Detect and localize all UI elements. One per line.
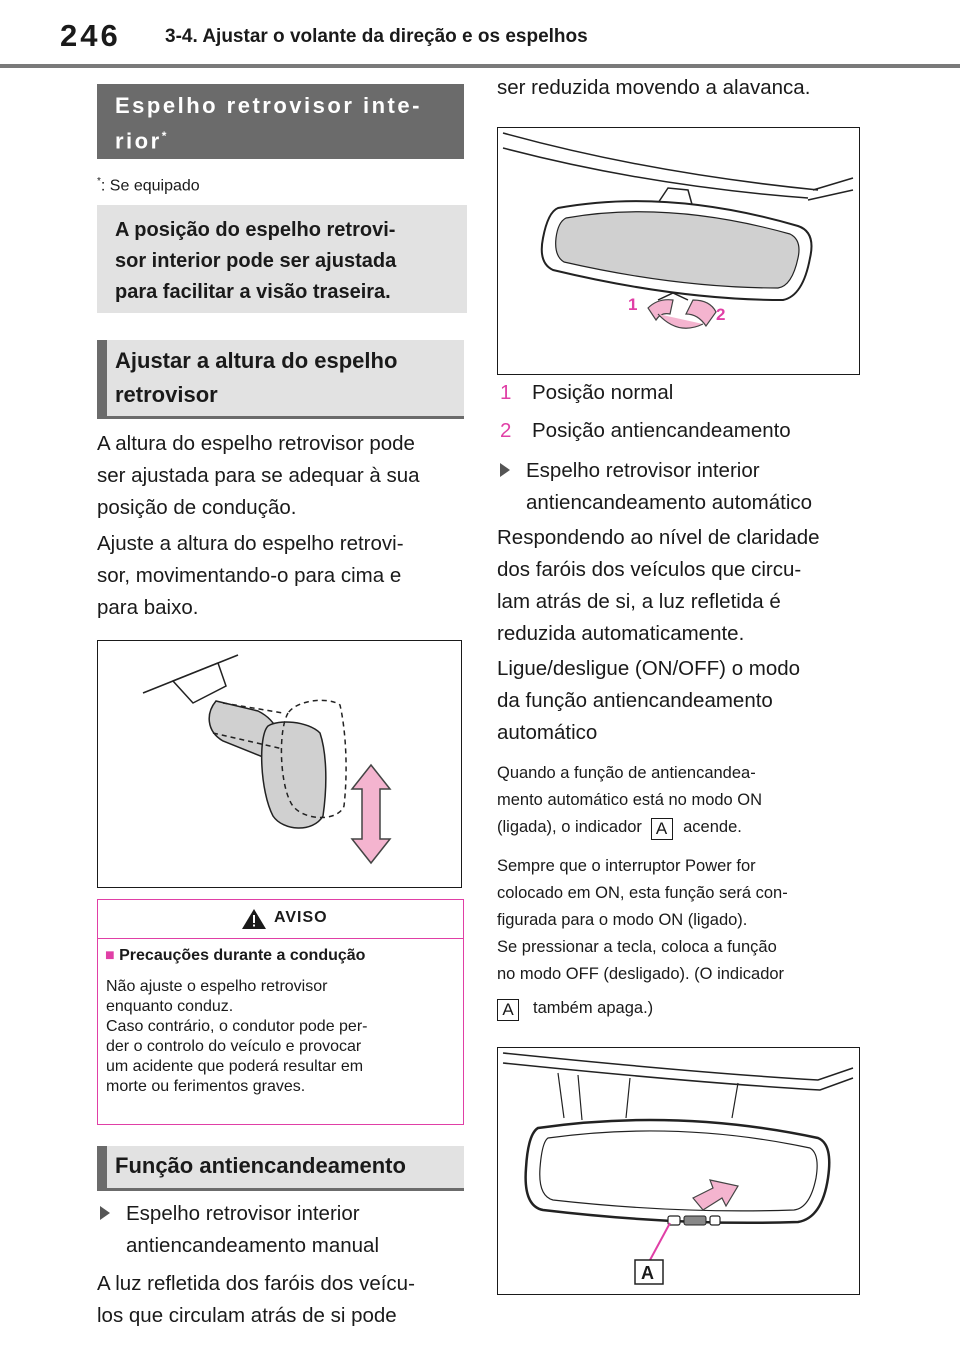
legend-label: Posição normal [532, 381, 674, 404]
indicator-a-badge: A [497, 999, 519, 1021]
text-line: um acidente que poderá resultar em [106, 1058, 364, 1075]
height-paragraph-2 [97, 528, 472, 624]
auto-antiglare-note-1 [497, 760, 877, 841]
figure-label-a: A [641, 1263, 654, 1283]
auto-antiglare-note-3 [497, 998, 653, 1021]
section-title-line1: Espelho retrovisor inte- [115, 93, 422, 118]
warning-box [97, 899, 464, 1125]
up-down-arrow-icon [352, 765, 390, 863]
section-title [115, 90, 422, 156]
footnote-marker: * [97, 176, 101, 187]
heading-line: Ajustar a altura do espelho [115, 348, 398, 373]
text-line: Respondendo ao nível de claridade [497, 526, 820, 549]
text-line: também apaga.) [533, 999, 654, 1017]
text-line: Espelho retrovisor interior [526, 459, 760, 482]
page-number: 246 [60, 18, 121, 53]
manual-antiglare-paragraph-cont: ser reduzida movendo a alavanca. [497, 76, 811, 99]
intro-line: A posição do espelho retrovi- [115, 219, 396, 241]
text-line: ser ajustada para se adequar à sua [97, 464, 420, 487]
text-line: antiencandeamento manual [126, 1234, 380, 1257]
warning-subtitle [105, 947, 365, 965]
text-line: enquanto conduz. [106, 998, 234, 1015]
legend-number: 2 [500, 419, 512, 442]
warning-title: AVISO [274, 909, 328, 926]
text-line: automático [497, 721, 598, 744]
footnote [97, 176, 200, 195]
header-rule [0, 64, 960, 68]
text-line: acende. [683, 818, 742, 836]
intro-box [97, 205, 467, 313]
auto-antiglare-paragraph-1 [497, 522, 877, 650]
text-line: Espelho retrovisor interior [126, 1202, 360, 1225]
manual-antiglare-bullet [100, 1198, 470, 1262]
text-line: antiencandeamento automático [526, 491, 813, 514]
warning-header [98, 900, 463, 939]
text-line: Não ajuste o espelho retrovisor [106, 978, 328, 995]
text-line: para baixo. [97, 596, 199, 619]
intro-text [115, 215, 455, 308]
chapter-title: 3-4. Ajustar o volante da direção e os espelhos [165, 26, 588, 47]
text-line: sor, movimentando-o para cima e [97, 564, 402, 587]
mirror-height-illustration [98, 641, 460, 886]
intro-line: sor interior pode ser ajustada [115, 250, 397, 272]
square-bullet-icon: ■ [105, 947, 115, 964]
heading-line: retrovisor [115, 382, 218, 407]
text-line: mento automático está no modo ON [497, 791, 763, 809]
text-line: A luz refletida dos faróis dos veícu- [97, 1272, 415, 1295]
bullet-arrow-icon [500, 463, 510, 477]
text-line: Sempre que o interruptor Power for [497, 857, 756, 875]
indicator-a-badge: A [651, 818, 673, 840]
footnote-text: : Se equipado [100, 177, 200, 195]
text-line: no modo OFF (desligado). (O indicador [497, 965, 785, 983]
manual-antiglare-illustration [498, 128, 858, 373]
bullet-arrow-icon [100, 1206, 110, 1220]
auto-antiglare-figure [497, 1047, 860, 1295]
height-section-heading [97, 340, 464, 419]
text-line: Quando a função de antiencandea- [497, 764, 756, 782]
manual-antiglare-paragraph [97, 1268, 472, 1332]
intro-line: para facilitar a visão traseira. [115, 281, 391, 303]
antiglare-heading-text: Função antiencandeamento [115, 1153, 406, 1178]
auto-antiglare-note-2 [497, 853, 877, 988]
height-paragraph-1 [97, 428, 472, 524]
text-line: (ligada), o indicador [497, 818, 642, 836]
text-line: A altura do espelho retrovisor pode [97, 432, 415, 455]
text-line: figurada para o modo ON (ligado). [497, 911, 748, 929]
text-line: reduzida automaticamente. [497, 622, 745, 645]
auto-antiglare-paragraph-2 [497, 653, 877, 749]
section-title-marker: * [161, 129, 167, 143]
text-line: dos faróis dos veículos que circu- [497, 558, 802, 581]
mirror-height-figure [97, 640, 462, 888]
legend-number: 1 [500, 381, 512, 404]
text-line: los que circulam atrás de si pode [97, 1304, 397, 1327]
warning-subtitle-text: Precauções durante a condução [119, 947, 366, 964]
text-line: der o controlo do veículo e provocar [106, 1038, 362, 1055]
section-title-box [97, 84, 464, 159]
text-line: da função antiencandeamento [497, 689, 773, 712]
antiglare-heading [97, 1146, 464, 1191]
text-line: morte ou ferimentos graves. [106, 1078, 306, 1095]
text-line: Se pressionar a tecla, coloca a função [497, 938, 777, 956]
manual-antiglare-figure [497, 127, 860, 375]
text-line: Caso contrário, o condutor pode per- [106, 1018, 368, 1035]
text-line: colocado em ON, esta função será con- [497, 884, 788, 902]
section-title-line2: rior [115, 128, 162, 154]
warning-body [106, 977, 458, 1097]
auto-antiglare-illustration [498, 1048, 858, 1293]
callout-2: 2 [716, 305, 726, 324]
auto-antiglare-bullet [500, 455, 870, 519]
text-line: lam atrás de si, a luz refletida é [497, 590, 781, 613]
text-line: Ligue/desligue (ON/OFF) o modo [497, 657, 801, 680]
text-line: Ajuste a altura do espelho retrovi- [97, 532, 404, 555]
legend-label: Posição antiencandeamento [532, 419, 791, 442]
warning-triangle-icon [241, 908, 267, 930]
text-line: posição de condução. [97, 496, 297, 519]
callout-1: 1 [628, 295, 638, 314]
